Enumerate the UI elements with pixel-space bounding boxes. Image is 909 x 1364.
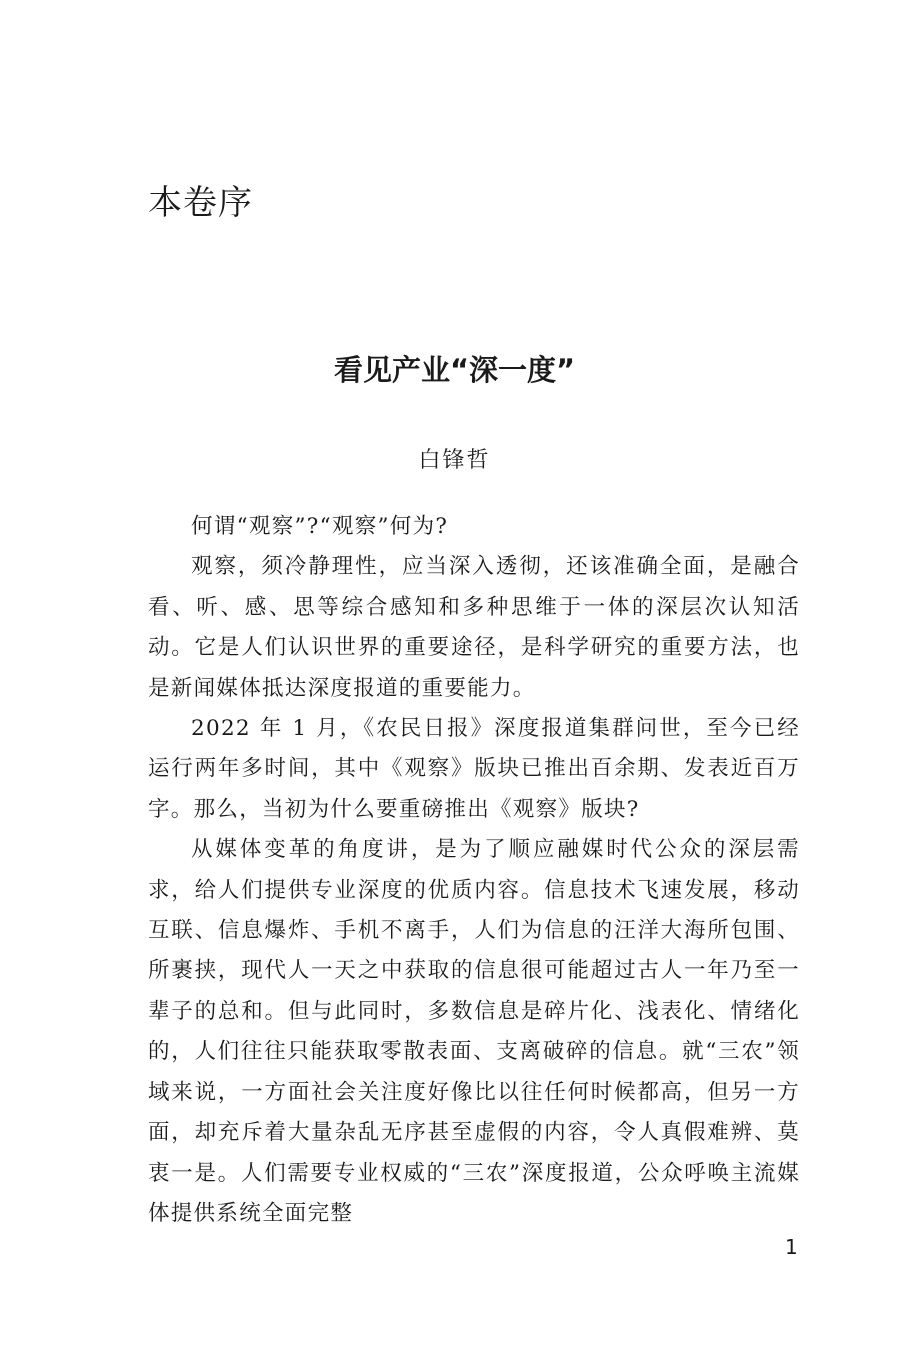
article-title: 看见产业“深一度” bbox=[333, 353, 576, 387]
page-number: 1 bbox=[785, 1235, 798, 1259]
paragraph: 何谓“观察”?“观察”何为? bbox=[191, 514, 449, 539]
article-author: 白锋哲 bbox=[418, 448, 491, 473]
paragraph: 观察，须冷静理性，应当深入透彻，还该准确全面，是融合看、听、感、思等综合感知和多种思维于一体的深层次认知活动。它是人们认识世界的重要途径，是科学研究的重要方法，也是新闻媒体抵达深度报道的重要能力。 bbox=[148, 554, 800, 701]
paragraph: 从媒体变革的角度讲，是为了顺应融媒时代公众的深层需求，给人们提供专业深度的优质内容。信息技术飞速发展，移动互联、信息爆炸、手机不离手，人们为信息的汪洋大海所包围、所裹挟，现代人一天之中获取的信息很可能超过古人一年乃至一辈子的总和。但与此同时，多数信息是碎片化、浅表化、情绪化的，人们往往只能获取零散表面、支离破碎的信息。就“三农”领域来说，一方面社会关注度好像比以往任何时候都高，但另一方面，却充斥着大量杂乱无序甚至虚假的内容，令人真假难辨、莫衷一是。人们需要专业权威的“三农”深度报道，公众呼唤主流媒体提供系统全面完整 bbox=[148, 837, 800, 1226]
article-body bbox=[148, 507, 800, 1234]
paragraph: 2022 年 1 月，《农民日报》深度报道集群问世，至今已经运行两年多时间，其中《观察》版块已推出百余期、发表近百万字。那么，当初为什么要重磅推出《观察》版块? bbox=[148, 716, 800, 822]
section-heading: 本卷序 bbox=[148, 183, 253, 223]
